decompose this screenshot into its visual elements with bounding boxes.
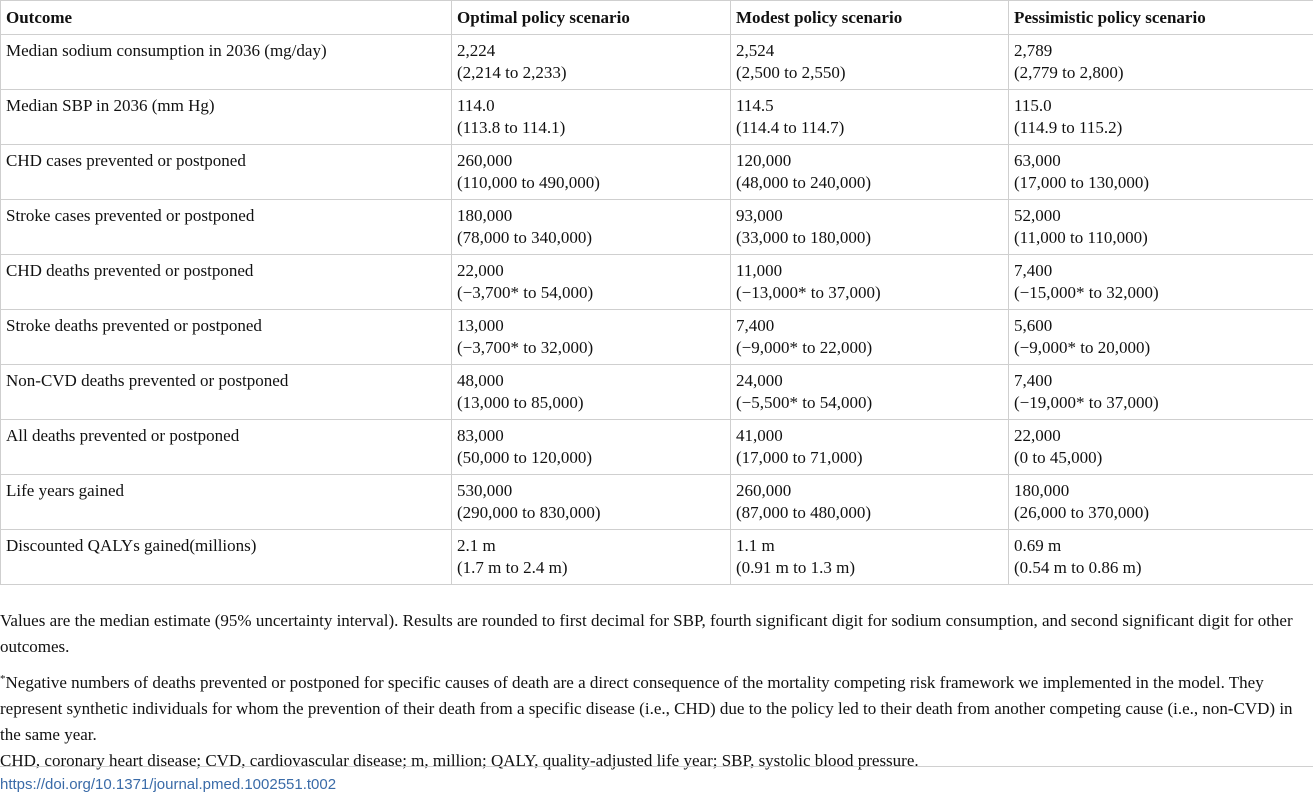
uncertainty-interval: (1.7 m to 2.4 m) <box>457 558 568 577</box>
median-estimate: 11,000 <box>736 261 783 280</box>
pessimistic-value-cell <box>1009 365 1313 420</box>
modest-value-cell <box>731 90 1009 145</box>
table-row <box>1 255 1313 310</box>
outcome-cell: Stroke cases prevented or postponed <box>1 200 452 255</box>
doi-link[interactable]: https://doi.org/10.1371/journal.pmed.1002551.t002 <box>0 776 337 793</box>
uncertainty-interval: (48,000 to 240,000) <box>736 173 872 192</box>
asterisk-footnote <box>0 670 1300 748</box>
outcome-cell: Median SBP in 2036 (mm Hg) <box>1 90 452 145</box>
median-estimate: 2,789 <box>1014 41 1053 60</box>
uncertainty-interval: (17,000 to 71,000) <box>736 448 863 467</box>
median-estimate: 0.69 m <box>1014 536 1062 555</box>
uncertainty-interval: (0.91 m to 1.3 m) <box>736 558 855 577</box>
pessimistic-value-cell <box>1009 310 1313 365</box>
table-row <box>1 35 1313 90</box>
table-row <box>1 310 1313 365</box>
median-estimate: 7,400 <box>1014 371 1053 390</box>
uncertainty-interval: (110,000 to 490,000) <box>457 173 600 192</box>
median-estimate: 22,000 <box>457 261 504 280</box>
optimal-value-cell <box>452 200 731 255</box>
pessimistic-value-cell <box>1009 145 1313 200</box>
median-estimate: 52,000 <box>1014 206 1061 225</box>
median-estimate: 13,000 <box>457 316 504 335</box>
values-footnote: Values are the median estimate (95% uncertainty interval). Results are rounded to first decimal for SBP, fourth significant digit for sodium consumption, and second significant digit for other outcomes. <box>0 611 1293 656</box>
table-row <box>1 200 1313 255</box>
optimal-value-cell <box>452 310 731 365</box>
outcome-cell: CHD cases prevented or postponed <box>1 145 452 200</box>
median-estimate: 180,000 <box>457 206 513 225</box>
uncertainty-interval: (11,000 to 110,000) <box>1014 228 1148 247</box>
median-estimate: 7,400 <box>736 316 775 335</box>
modest-value-cell <box>731 530 1009 585</box>
pessimistic-value-cell <box>1009 255 1313 310</box>
uncertainty-interval: (26,000 to 370,000) <box>1014 503 1150 522</box>
header-outcome: Outcome <box>1 1 452 35</box>
modest-value-cell <box>731 310 1009 365</box>
outcome-cell: CHD deaths prevented or postponed <box>1 255 452 310</box>
median-estimate: 83,000 <box>457 426 504 445</box>
median-estimate: 260,000 <box>457 151 513 170</box>
median-estimate: 63,000 <box>1014 151 1061 170</box>
uncertainty-interval: (−9,000* to 22,000) <box>736 338 873 357</box>
median-estimate: 260,000 <box>736 481 792 500</box>
pessimistic-value-cell <box>1009 200 1313 255</box>
uncertainty-interval: (−15,000* to 32,000) <box>1014 283 1159 302</box>
median-estimate: 93,000 <box>736 206 783 225</box>
pessimistic-value-cell <box>1009 90 1313 145</box>
median-estimate: 48,000 <box>457 371 504 390</box>
optimal-value-cell <box>452 255 731 310</box>
uncertainty-interval: (113.8 to 114.1) <box>457 118 566 137</box>
pessimistic-value-cell <box>1009 530 1313 585</box>
outcome-cell: All deaths prevented or postponed <box>1 420 452 475</box>
uncertainty-interval: (−3,700* to 32,000) <box>457 338 594 357</box>
modest-value-cell <box>731 255 1009 310</box>
modest-value-cell <box>731 35 1009 90</box>
header-optimal-scenario: Optimal policy scenario <box>452 1 731 35</box>
median-estimate: 2,224 <box>457 41 496 60</box>
modest-value-cell <box>731 200 1009 255</box>
outcome-cell: Median sodium consumption in 2036 (mg/day) <box>1 35 452 90</box>
uncertainty-interval: (114.9 to 115.2) <box>1014 118 1123 137</box>
table-footnotes <box>0 608 1300 774</box>
median-estimate: 115.0 <box>1014 96 1052 115</box>
optimal-value-cell <box>452 90 731 145</box>
table-header <box>1 1 1313 35</box>
header-pessimistic-scenario: Pessimistic policy scenario <box>1009 1 1313 35</box>
table-row <box>1 530 1313 585</box>
uncertainty-interval: (87,000 to 480,000) <box>736 503 872 522</box>
uncertainty-interval: (78,000 to 340,000) <box>457 228 593 247</box>
median-estimate: 2,524 <box>736 41 775 60</box>
optimal-value-cell <box>452 475 731 530</box>
uncertainty-interval: (−19,000* to 37,000) <box>1014 393 1159 412</box>
modest-value-cell <box>731 365 1009 420</box>
median-estimate: 114.0 <box>457 96 495 115</box>
uncertainty-interval: (2,500 to 2,550) <box>736 63 846 82</box>
median-estimate: 5,600 <box>1014 316 1053 335</box>
modest-value-cell <box>731 420 1009 475</box>
median-estimate: 120,000 <box>736 151 792 170</box>
uncertainty-interval: (0.54 m to 0.86 m) <box>1014 558 1142 577</box>
uncertainty-interval: (13,000 to 85,000) <box>457 393 584 412</box>
outcome-cell: Discounted QALYs gained(millions) <box>1 530 452 585</box>
median-estimate: 41,000 <box>736 426 783 445</box>
median-estimate: 2.1 m <box>457 536 496 555</box>
pessimistic-value-cell <box>1009 420 1313 475</box>
outcome-cell: Non-CVD deaths prevented or postponed <box>1 365 452 420</box>
median-estimate: 7,400 <box>1014 261 1053 280</box>
uncertainty-interval: (0 to 45,000) <box>1014 448 1103 467</box>
optimal-value-cell <box>452 420 731 475</box>
modest-value-cell <box>731 475 1009 530</box>
median-estimate: 114.5 <box>736 96 774 115</box>
uncertainty-interval: (−13,000* to 37,000) <box>736 283 881 302</box>
uncertainty-interval: (2,779 to 2,800) <box>1014 63 1124 82</box>
abbreviations-footnote: CHD, coronary heart disease; CVD, cardiovascular disease; m, million; QALY, quality-adjusted life year; SBP, systolic blood pressure. <box>0 751 919 770</box>
pessimistic-value-cell <box>1009 475 1313 530</box>
pessimistic-value-cell <box>1009 35 1313 90</box>
header-row <box>1 1 1313 35</box>
uncertainty-interval: (114.4 to 114.7) <box>736 118 845 137</box>
header-modest-scenario: Modest policy scenario <box>731 1 1009 35</box>
table-body <box>1 35 1313 585</box>
table-row <box>1 145 1313 200</box>
uncertainty-interval: (2,214 to 2,233) <box>457 63 567 82</box>
outcome-cell: Life years gained <box>1 475 452 530</box>
median-estimate: 24,000 <box>736 371 783 390</box>
median-estimate: 22,000 <box>1014 426 1061 445</box>
uncertainty-interval: (−9,000* to 20,000) <box>1014 338 1151 357</box>
uncertainty-interval: (17,000 to 130,000) <box>1014 173 1150 192</box>
modest-value-cell <box>731 145 1009 200</box>
median-estimate: 1.1 m <box>736 536 775 555</box>
optimal-value-cell <box>452 530 731 585</box>
median-estimate: 180,000 <box>1014 481 1070 500</box>
table-row <box>1 365 1313 420</box>
uncertainty-interval: (−5,500* to 54,000) <box>736 393 873 412</box>
uncertainty-interval: (−3,700* to 54,000) <box>457 283 594 302</box>
outcome-cell: Stroke deaths prevented or postponed <box>1 310 452 365</box>
optimal-value-cell <box>452 365 731 420</box>
uncertainty-interval: (33,000 to 180,000) <box>736 228 872 247</box>
asterisk-footnote-text: Negative numbers of deaths prevented or postponed for specific causes of death are a direct consequence of the mortality competing risk framework we implemented in the model. They represent synthetic individuals for whom the prevention of their death from a specific disease (i.e., CHD) due to the policy led to their death from another competing cause (i.e., non-CVD) in the same year. <box>0 673 1293 744</box>
uncertainty-interval: (290,000 to 830,000) <box>457 503 601 522</box>
optimal-value-cell <box>452 35 731 90</box>
uncertainty-interval: (50,000 to 120,000) <box>457 448 593 467</box>
table-row <box>1 475 1313 530</box>
median-estimate: 530,000 <box>457 481 513 500</box>
optimal-value-cell <box>452 145 731 200</box>
divider-line <box>0 766 1313 767</box>
asterisk-marker: * <box>0 673 6 685</box>
table-row <box>1 90 1313 145</box>
table-row <box>1 420 1313 475</box>
